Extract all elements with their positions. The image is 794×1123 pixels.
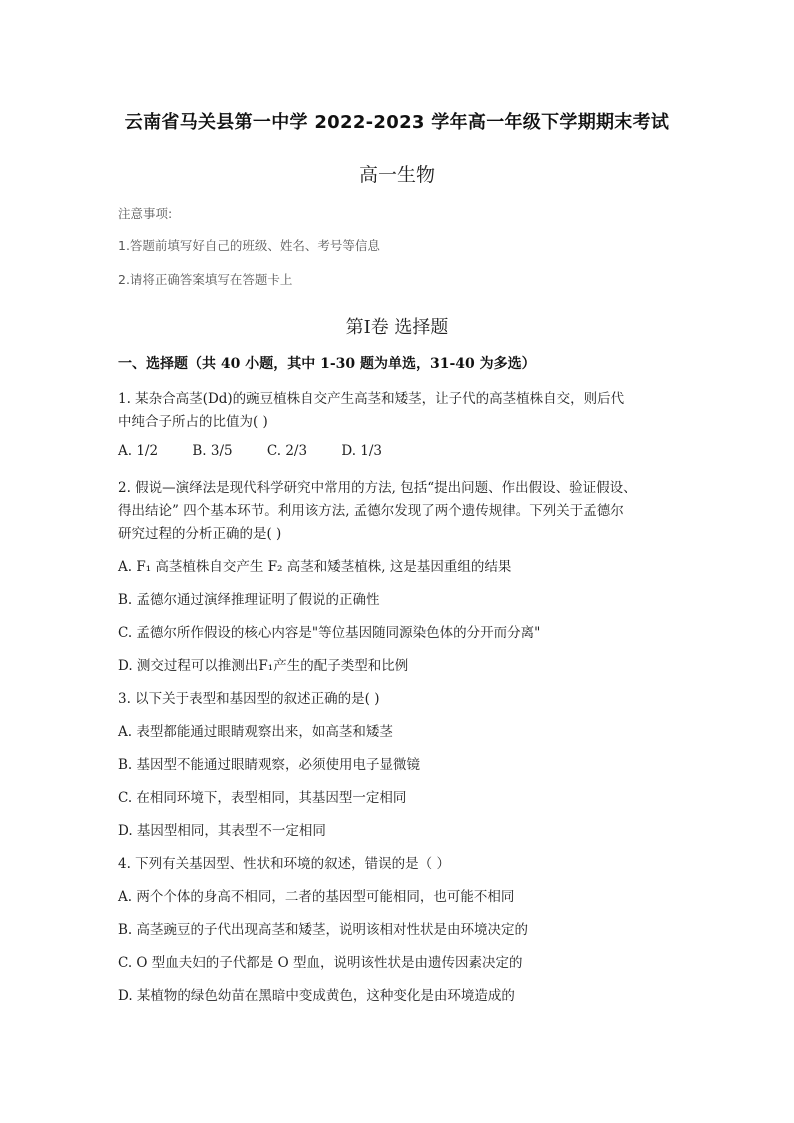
option-a: A. 表型都能通过眼睛观察出来，如高茎和矮茎 <box>118 724 393 740</box>
option-d: D. 某植物的绿色幼苗在黑暗中变成黄色，这种变化是由环境造成的 <box>118 988 515 1004</box>
option-b: B. 高茎豌豆的子代出现高茎和矮茎，说明该相对性状是由环境决定的 <box>118 922 529 938</box>
option-b: B. 孟德尔通过演绎推理证明了假说的正确性 <box>118 592 380 608</box>
question-text: 得出结论” 四个基本环节。利用该方法, 孟德尔发现了两个遗传规律。下列关于孟德尔 <box>118 503 624 519</box>
option-c: C. 2/3 <box>266 443 308 459</box>
option-a: A. F₁ 高茎植株自交产生 F₂ 高茎和矮茎植株, 这是基因重组的结果 <box>118 559 512 575</box>
question-text: 中纯合子所占的比值为( ) <box>118 414 268 430</box>
exam-title: 云南省马关县第一中学 2022-2023 学年高一年级下学期期末考试 <box>124 112 670 133</box>
volume-title: 第Ⅰ卷 选择题 <box>345 317 449 338</box>
option-c: C. 孟德尔所作假设的核心内容是"等位基因随同源染色体的分开而分离" <box>118 625 541 641</box>
question-text: 3. 以下关于表型和基因型的叙述正确的是( ) <box>118 691 380 707</box>
question-text: 研究过程的分析正确的是( ) <box>118 526 282 542</box>
option-b: B. 基因型不能通过眼睛观察，必须使用电子显微镜 <box>118 757 421 773</box>
option-c: C. 在相同环境下，表型相同，其基因型一定相同 <box>118 790 407 806</box>
option-c: C. O 型血夫妇的子代都是 O 型血，说明该性状是由遗传因素决定的 <box>118 955 523 971</box>
section-title: 一、选择题（共 40 小题，其中 1-30 题为单选，31-40 为多选） <box>118 356 536 372</box>
option-d: D. 1/3 <box>341 443 383 459</box>
notice-heading: 注意事项: <box>118 206 173 221</box>
option-b: B. 3/5 <box>192 443 233 459</box>
subject-title: 高一生物 <box>358 164 435 186</box>
option-a: A. 1/2 <box>118 443 159 459</box>
question-text: 2. 假说—演绎法是现代科学研究中常用的方法, 包括“提出问题、作出假设、验证假设、 <box>118 480 637 496</box>
option-d: D. 测交过程可以推测出F₁产生的配子类型和比例 <box>118 658 409 674</box>
option-a: A. 两个个体的身高不相同，二者的基因型可能相同，也可能不相同 <box>118 889 515 905</box>
notice-item: 1.答题前填写好自己的班级、姓名、考号等信息 <box>118 238 380 253</box>
question-text: 4. 下列有关基因型、性状和环境的叙述，错误的是（ ） <box>118 856 450 872</box>
notice-item: 2.请将正确答案填写在答题卡上 <box>118 272 293 287</box>
option-d: D. 基因型相同，其表型不一定相同 <box>118 823 326 839</box>
option-row <box>118 443 412 459</box>
question-text: 1. 某杂合高茎(Dd)的豌豆植株自交产生高茎和矮茎，让子代的高茎植株自交，则后代 <box>118 391 625 407</box>
